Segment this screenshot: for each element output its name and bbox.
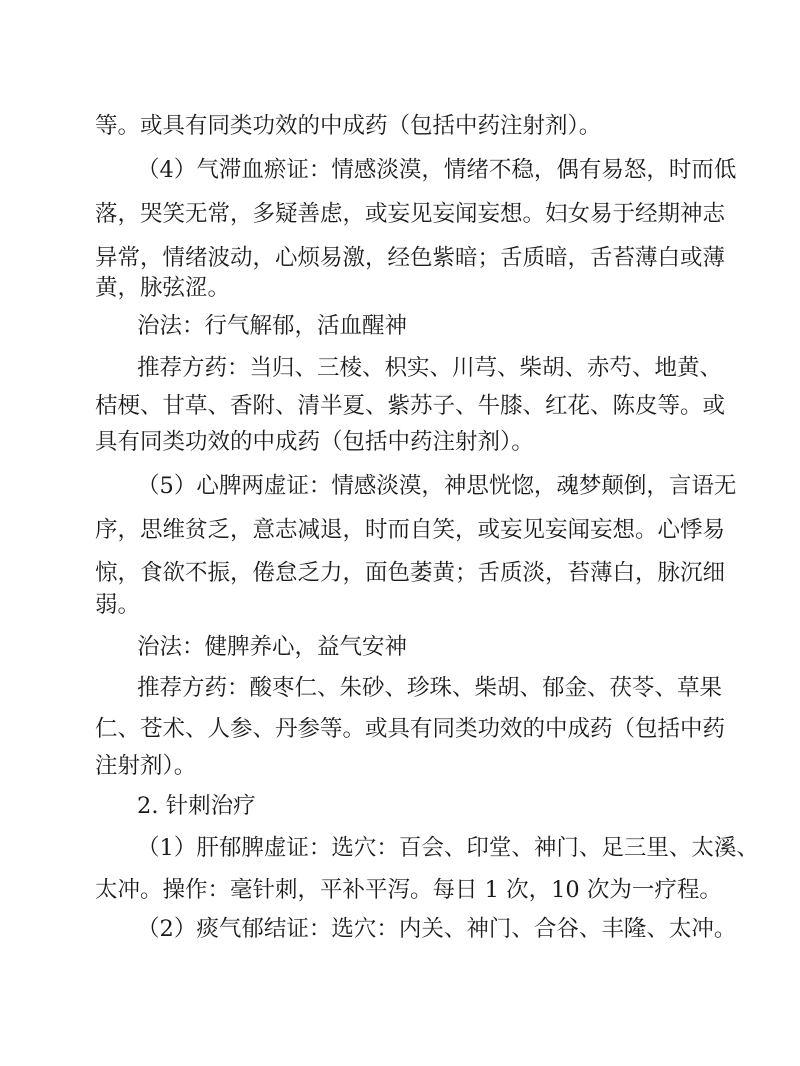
text-line: 治法：健脾养心，益气安神 bbox=[137, 634, 408, 660]
text-line: 异常，情绪波动，心烦易激，经色紫暗；舌质暗，舌苔薄白或薄 bbox=[95, 245, 726, 271]
section-heading: 2. 针刺治疗 bbox=[137, 793, 256, 819]
text-line: （5）心脾两虚证：情感淡漠，神思恍惚，魂梦颠倒，言语无 bbox=[137, 473, 737, 499]
text-line: （1）肝郁脾虚证：选穴：百会、印堂、神门、足三里、太溪、 bbox=[137, 835, 759, 861]
text-line: 推荐方药：当归、三棱、枳实、川芎、柴胡、赤芍、地黄、 bbox=[137, 355, 723, 381]
text-line: 弱。 bbox=[95, 592, 141, 618]
text-line: 惊，食欲不振，倦怠乏力，面色萎黄；舌质淡，苔薄白，脉沉细 bbox=[95, 560, 726, 586]
text-line: 注射剂）。 bbox=[95, 753, 197, 779]
text-line: （4）气滞血瘀证：情感淡漠，情绪不稳，偶有易怒，时而低 bbox=[137, 157, 737, 183]
text-line: 太冲。操作：毫针刺，平补平泻。每日 1 次，10 次为一疗程。 bbox=[95, 877, 722, 903]
text-line: 序，思维贫乏，意志减退，时而自笑，或妄见妄闻妄想。心悸易 bbox=[95, 517, 726, 543]
text-line: 落，哭笑无常，多疑善虑，或妄见妄闻妄想。妇女易于经期神志 bbox=[95, 201, 726, 227]
text-line: 黄，脉弦涩。 bbox=[95, 275, 231, 301]
text-line: 推荐方药：酸枣仁、朱砂、珍珠、柴胡、郁金、茯苓、草果 bbox=[137, 675, 723, 701]
text-line: 等。或具有同类功效的中成药（包括中药注射剂）。 bbox=[95, 113, 602, 139]
text-line: 治法：行气解郁，活血醒神 bbox=[137, 313, 408, 339]
text-line: （2）痰气郁结证：选穴：内关、神门、合谷、丰隆、太冲。 bbox=[137, 916, 737, 942]
text-line: 桔梗、甘草、香附、清半夏、紫苏子、牛膝、红花、陈皮等。或 bbox=[95, 393, 726, 419]
text-line: 仁、苍术、人参、丹参等。或具有同类功效的中成药（包括中药 bbox=[95, 716, 726, 742]
text-line: 具有同类功效的中成药（包括中药注射剂）。 bbox=[95, 429, 534, 455]
